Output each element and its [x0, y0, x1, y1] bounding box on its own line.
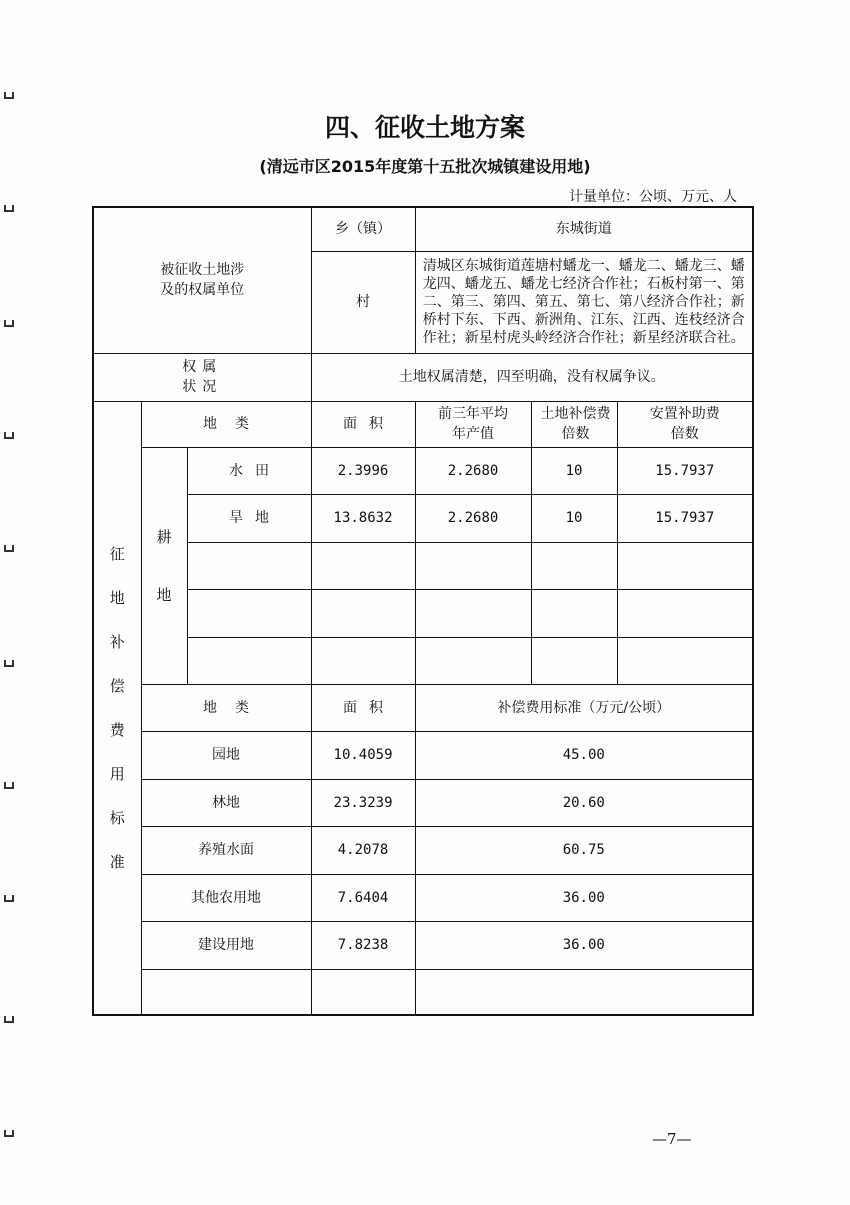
header-resettle-multiple: 安置补助费倍数: [617, 401, 753, 447]
area-cell: 7.8238: [311, 921, 415, 969]
ownership-status-label: [93, 353, 311, 401]
town-value: 东城街道: [415, 207, 753, 251]
compensation-side-label: [93, 401, 141, 1015]
table-row: [93, 447, 753, 494]
table-row: [93, 779, 753, 826]
land-multiple-cell: 10: [531, 447, 617, 494]
document-subtitle: (清远市区2015年度第十五批次城镇建设用地): [259, 157, 591, 176]
land-type-cell: 水田: [187, 447, 311, 494]
land-type-cell: 旱地: [187, 494, 311, 542]
land-acquisition-table: [92, 206, 754, 1016]
ownership-header: [93, 207, 311, 353]
land-multiple-cell: 10: [531, 494, 617, 542]
land-type-cell: 其他农用地: [141, 874, 311, 921]
resettle-multiple-cell: 15.7937: [617, 494, 753, 542]
table-row: [93, 921, 753, 969]
standard-cell: 45.00: [415, 731, 753, 779]
land-type-cell: 园地: [141, 731, 311, 779]
binding-mark: [4, 782, 14, 789]
binding-mark: [4, 320, 14, 327]
standard-cell: 36.00: [415, 921, 753, 969]
empty-row: [93, 969, 753, 1015]
table-row: [93, 874, 753, 921]
village-value: 清城区东城街道莲塘村蟠龙一、蟠龙二、蟠龙三、蟠龙四、蟠龙五、蟠龙七经济合作社；石板村第一、第二、第三、第四、第五、第七、第八经济合作社；新桥村下东、下西、新洲角、江东、江西、连枝经济合作社；新星村虎头岭经济合作社；新星经济联合社。: [415, 251, 753, 353]
ownership-header-text: 被征收土地涉及的权属单位: [160, 262, 245, 299]
binding-mark: [4, 895, 14, 902]
town-label: 乡（镇）: [311, 207, 415, 251]
village-label: 村: [311, 251, 415, 353]
header-avg-output: 前三年平均年产值: [415, 401, 531, 447]
compensation-side-text: 征 地 补 偿 费 用 标 准: [109, 544, 125, 871]
table-row: [93, 826, 753, 874]
binding-mark: [4, 545, 14, 552]
empty-row: [93, 589, 753, 637]
avg-output-cell: 2.2680: [415, 447, 531, 494]
area-cell: 4.2078: [311, 826, 415, 874]
ownership-status-text: 权属状况: [182, 359, 223, 395]
header-land-multiple: 土地补偿费倍数: [531, 401, 617, 447]
area-cell: 10.4059: [311, 731, 415, 779]
binding-mark: [4, 1016, 14, 1023]
binding-mark: [4, 1130, 14, 1137]
empty-row: [93, 542, 753, 589]
unit-note: 计量单位：公顷、万元、人: [569, 189, 737, 205]
area-cell: 7.6404: [311, 874, 415, 921]
binding-mark: [4, 432, 14, 439]
standard-cell: 36.00: [415, 874, 753, 921]
land-type-cell: 林地: [141, 779, 311, 826]
standard-cell: 20.60: [415, 779, 753, 826]
header-land-type-2: 地类: [141, 684, 311, 731]
area-cell: 23.3239: [311, 779, 415, 826]
resettle-multiple-cell: 15.7937: [617, 447, 753, 494]
area-cell: 13.8632: [311, 494, 415, 542]
document-title: 四、征收土地方案: [324, 113, 525, 142]
land-type-cell: 养殖水面: [141, 826, 311, 874]
binding-mark: [4, 205, 14, 212]
binding-mark: [4, 660, 14, 667]
binding-mark: [4, 92, 14, 99]
header-area: 面积: [311, 401, 415, 447]
page-number: —7—: [652, 1130, 692, 1148]
table-row: [93, 494, 753, 542]
header-land-type: 地类: [141, 401, 311, 447]
header-area-2: 面积: [311, 684, 415, 731]
ownership-status-value: 土地权属清楚，四至明确，没有权属争议。: [311, 353, 753, 401]
standard-cell: 60.75: [415, 826, 753, 874]
land-type-cell: 建设用地: [141, 921, 311, 969]
arable-label: 耕 地: [141, 447, 187, 684]
table-row: [93, 731, 753, 779]
area-cell: 2.3996: [311, 447, 415, 494]
empty-row: [93, 637, 753, 684]
header-standard: 补偿费用标准（万元/公顷）: [415, 684, 753, 731]
avg-output-cell: 2.2680: [415, 494, 531, 542]
